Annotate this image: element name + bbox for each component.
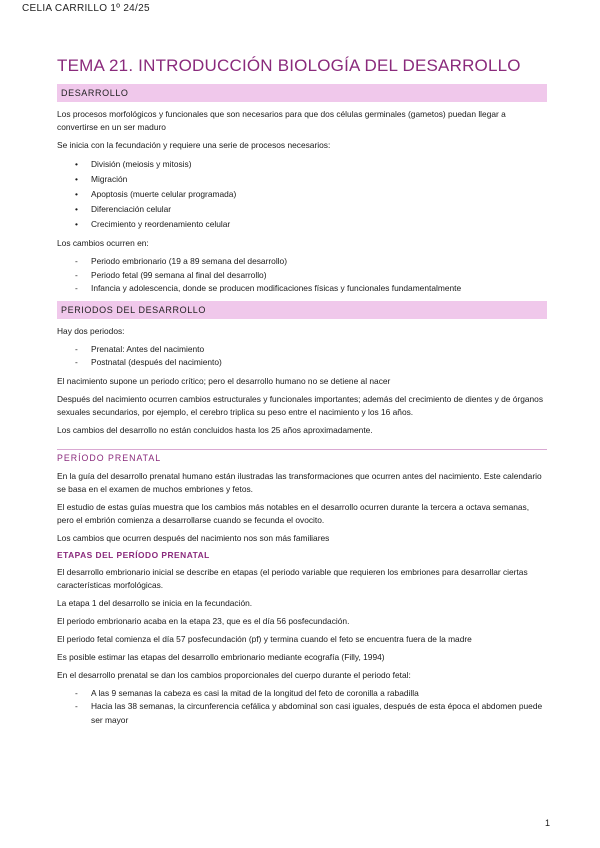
bullet-list [57,157,547,232]
list-item: - Infancia y adolescencia, donde se producen modificaciones físicas y funcionales fundamentalmente [75,282,547,296]
list-item: - Postnatal (después del nacimiento) [75,356,547,370]
subsection-heading-periodo-prenatal: PERÍODO PRENATAL [57,449,547,463]
list-item: • Apoptosis (muerte celular programada) [75,187,547,202]
paragraph: Los cambios ocurren en: [57,238,149,248]
paragraph: Los cambios del desarrollo no están concluidos hasta los 25 años aproximadamente. [57,424,373,435]
paragraph: El nacimiento supone un periodo crítico; pero el desarrollo humano no se detiene al nacer [57,375,391,386]
paragraph: El estudio de estas guías muestra que los cambios más notables en el desarrollo ocurren durante la tercera a octava semanas, pero el embrión comienza a desarrollarse cuando se fecunda el ovocito. [57,501,530,525]
list-item: - Periodo embrionario (19 a 89 semana del desarrollo) [75,255,547,269]
paragraph: En la guía del desarrollo prenatal humano están ilustradas las transformaciones que ocurren antes del nacimiento. Este calendario se basa en el examen de muchos embriones y fetos. [57,470,542,494]
list-item: • Diferenciación celular [75,202,547,217]
paragraph: Después del nacimiento ocurren cambios estructurales y funcionales importantes; además del crecimiento de dientes y de órganos sexuales secundarios, por ejemplo, el cerebro triplica su peso entre el nacimiento y los 16 años. [57,393,544,417]
paragraph: Los procesos morfológicos y funcionales que son necesarios para que dos células germinales (gametos) puedan llegar a convertirse en un ser maduro [57,109,506,132]
paragraph: Se inicia con la fecundación y requiere una serie de procesos necesarios: [57,140,331,150]
list-item: - Hacia las 38 semanas, la circunferencia cefálica y abdominal son casi iguales, después de esta época el abdomen puede ser mayor [75,700,547,727]
document-title: TEMA 21. INTRODUCCIÓN BIOLOGÍA DEL DESARROLLO [57,56,521,75]
paragraph: Hay dos periodos: [57,325,125,336]
paragraph: El periodo embrionario acaba en la etapa 23, que es el día 56 posfecundación. [57,615,350,626]
paragraph: La etapa 1 del desarrollo se inicia en la fecundación. [57,597,253,608]
dash-list [57,687,547,728]
paragraph: El periodo fetal comienza el día 57 posfecundación (pf) y termina cuando el feto se encuentra fuera de la madre [57,633,472,644]
section-heading-desarrollo: DESARROLLO [57,84,547,102]
paragraph: En el desarrollo prenatal se dan los cambios proporcionales del cuerpo durante el periodo fetal: [57,669,411,680]
list-item: - Periodo fetal (99 semana al final del desarrollo) [75,269,547,283]
dash-list [57,255,547,296]
list-item: - A las 9 semanas la cabeza es casi la mitad de la longitud del feto de coronilla a rabadilla [75,687,547,701]
section-heading-periodos: PERIODOS DEL DESARROLLO [57,301,547,319]
paragraph: El desarrollo embrionario inicial se describe en etapas (el periodo variable que requieren los embriones para desarrollar ciertas características morfológicas. [57,566,528,590]
list-item: • División (meiosis y mitosis) [75,157,547,172]
list-item: • Migración [75,172,547,187]
page-header: CELIA CARRILLO 1º 24/25 [22,3,150,14]
paragraph: Es posible estimar las etapas del desarrollo embrionario mediante ecografía (Filly, 1994) [57,651,385,662]
dash-list [57,343,547,370]
page-number: 1 [544,818,550,828]
list-item: - Prenatal: Antes del nacimiento [75,343,547,357]
paragraph: Los cambios que ocurren después del nacimiento nos son más familiares [57,532,330,543]
list-item: • Crecimiento y reordenamiento celular [75,217,547,232]
document-body [57,56,547,732]
subsubsection-heading-etapas: ETAPAS DEL PERÍODO PRENATAL [57,549,210,560]
